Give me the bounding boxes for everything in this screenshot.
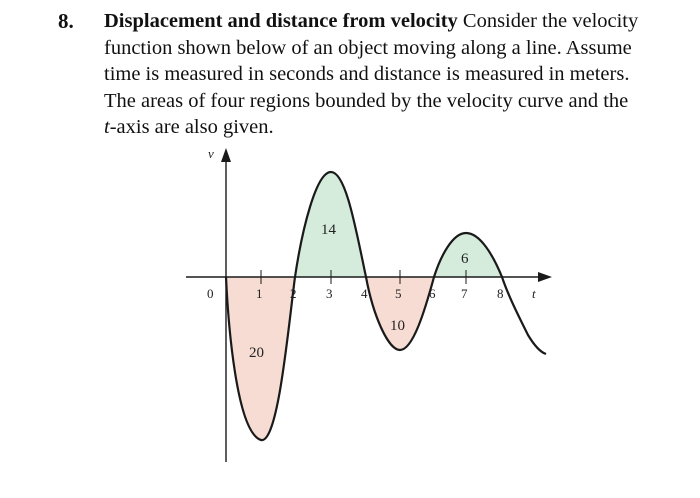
area-label-region-4: 6 <box>461 251 469 267</box>
y-axis-arrow <box>221 148 231 162</box>
x-axis-arrow <box>538 272 552 282</box>
area-label-region-3: 10 <box>390 318 405 334</box>
tick-label-6: 6 <box>429 286 436 301</box>
problem-text-5: -axis are also given. <box>109 116 274 138</box>
y-axis-label: v <box>208 146 214 161</box>
problem-line-4: The areas of four regions bounded by the velocity curve and the <box>104 89 629 112</box>
tick-label-8: 8 <box>497 286 504 301</box>
area-label-region-1: 20 <box>249 345 264 361</box>
tick-label-7: 7 <box>461 286 468 301</box>
tick-label-5: 5 <box>395 286 402 301</box>
problem-number: 8. <box>58 9 74 33</box>
x-axis-label: t <box>532 286 536 301</box>
problem-line-2: function shown below of an object moving along a line. Assume <box>104 36 632 59</box>
area-label-region-2: 14 <box>321 222 336 238</box>
tick-label-1: 1 <box>256 286 263 301</box>
t-variable: t <box>104 116 110 138</box>
tick-label-3: 3 <box>326 286 333 301</box>
problem-line-3: time is measured in seconds and distance is measured in meters. <box>104 63 630 85</box>
origin-label: 0 <box>207 286 214 301</box>
tick-label-4: 4 <box>361 286 368 301</box>
problem-text-1: Consider the velocity <box>457 10 639 32</box>
tick-label-2: 2 <box>290 286 297 301</box>
problem-title: Displacement and distance from velocity <box>104 10 458 32</box>
